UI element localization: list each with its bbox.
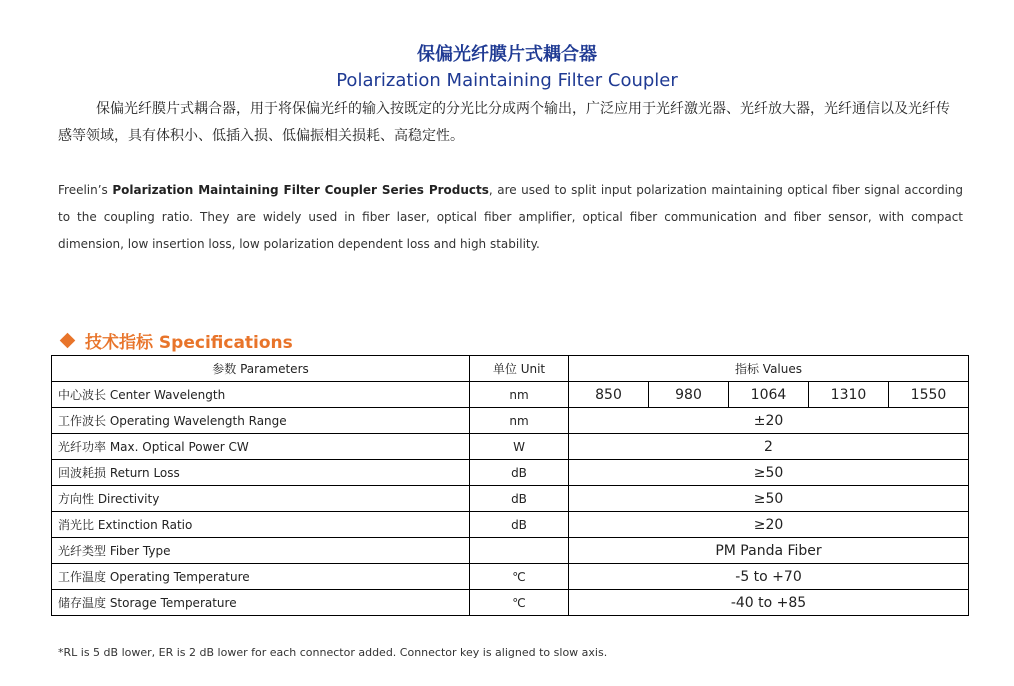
wavelength-value: 980 [649,382,729,408]
footnote: *RL is 5 dB lower, ER is 2 dB lower for each connector added. Connector key is aligned to slow axis. [58,646,608,659]
row-param: 中心波长 Center Wavelength [52,382,470,408]
table-row [52,512,969,538]
row-param: 光纤功率 Max. Optical Power CW [52,434,470,460]
row-param: 方向性 Directivity [52,486,470,512]
header-parameters: 参数 Parameters [52,356,470,382]
table-row [52,486,969,512]
page-title-en: Polarization Maintaining Filter Coupler [336,70,678,91]
row-value: 2 [569,434,969,460]
diamond-bullet-icon [60,333,76,349]
table-header-row [52,356,969,382]
table-row [52,538,969,564]
row-value: ±20 [569,408,969,434]
row-param: 储存温度 Storage Temperature [52,590,470,616]
row-unit: dB [470,512,569,538]
row-value: -5 to +70 [569,564,969,590]
intro-en-rest: , are used to split input polarization maintaining optical fiber signal according to the coupling ratio. They are widely used in fiber laser, optical fiber amplifier, optical fiber communication and fiber sensor, with compact dimension, low insertion loss, low polarization dependent loss and high stability. [58,183,963,251]
row-value: ≥50 [569,486,969,512]
row-param: 工作波长 Operating Wavelength Range [52,408,470,434]
row-unit: ℃ [470,564,569,590]
specifications-heading-label: 技术指标 Specifications [85,333,293,353]
row-param: 消光比 Extinction Ratio [52,512,470,538]
row-unit [470,538,569,564]
header-values: 指标 Values [569,356,969,382]
table-row [52,408,969,434]
row-value: ≥50 [569,460,969,486]
row-unit: nm [470,408,569,434]
wavelength-value: 850 [569,382,649,408]
table-row [52,460,969,486]
header-unit: 单位 Unit [470,356,569,382]
specifications-heading [62,328,293,353]
row-param: 光纤类型 Fiber Type [52,538,470,564]
table-row [52,590,969,616]
wavelength-value: 1064 [729,382,809,408]
intro-paragraph-cn: 保偏光纤膜片式耦合器，用于将保偏光纤的输入按既定的分光比分成两个输出，广泛应用于光纤激光器、光纤放大器，光纤通信以及光纤传感等领域，具有体积小、低插入损、低偏振相关损耗、高稳定性。 [58,101,950,144]
row-value: ≥20 [569,512,969,538]
specifications-table [51,355,969,616]
table-row [52,434,969,460]
row-value: PM Panda Fiber [569,538,969,564]
row-param: 工作温度 Operating Temperature [52,564,470,590]
row-unit: ℃ [470,590,569,616]
table-row-center-wavelength [52,382,969,408]
wavelength-value: 1310 [809,382,889,408]
intro-en-lead: Freelin’s [58,183,113,197]
page-title-cn: 保偏光纤膜片式耦合器 [417,44,597,65]
intro-en-product-name: Polarization Maintaining Filter Coupler Series Products [112,183,489,197]
row-unit: dB [470,460,569,486]
row-unit: dB [470,486,569,512]
row-param: 回波耗损 Return Loss [52,460,470,486]
table-row [52,564,969,590]
intro-paragraph-en [58,177,963,258]
row-unit: W [470,434,569,460]
row-value: -40 to +85 [569,590,969,616]
wavelength-value: 1550 [889,382,969,408]
row-unit: nm [470,382,569,408]
